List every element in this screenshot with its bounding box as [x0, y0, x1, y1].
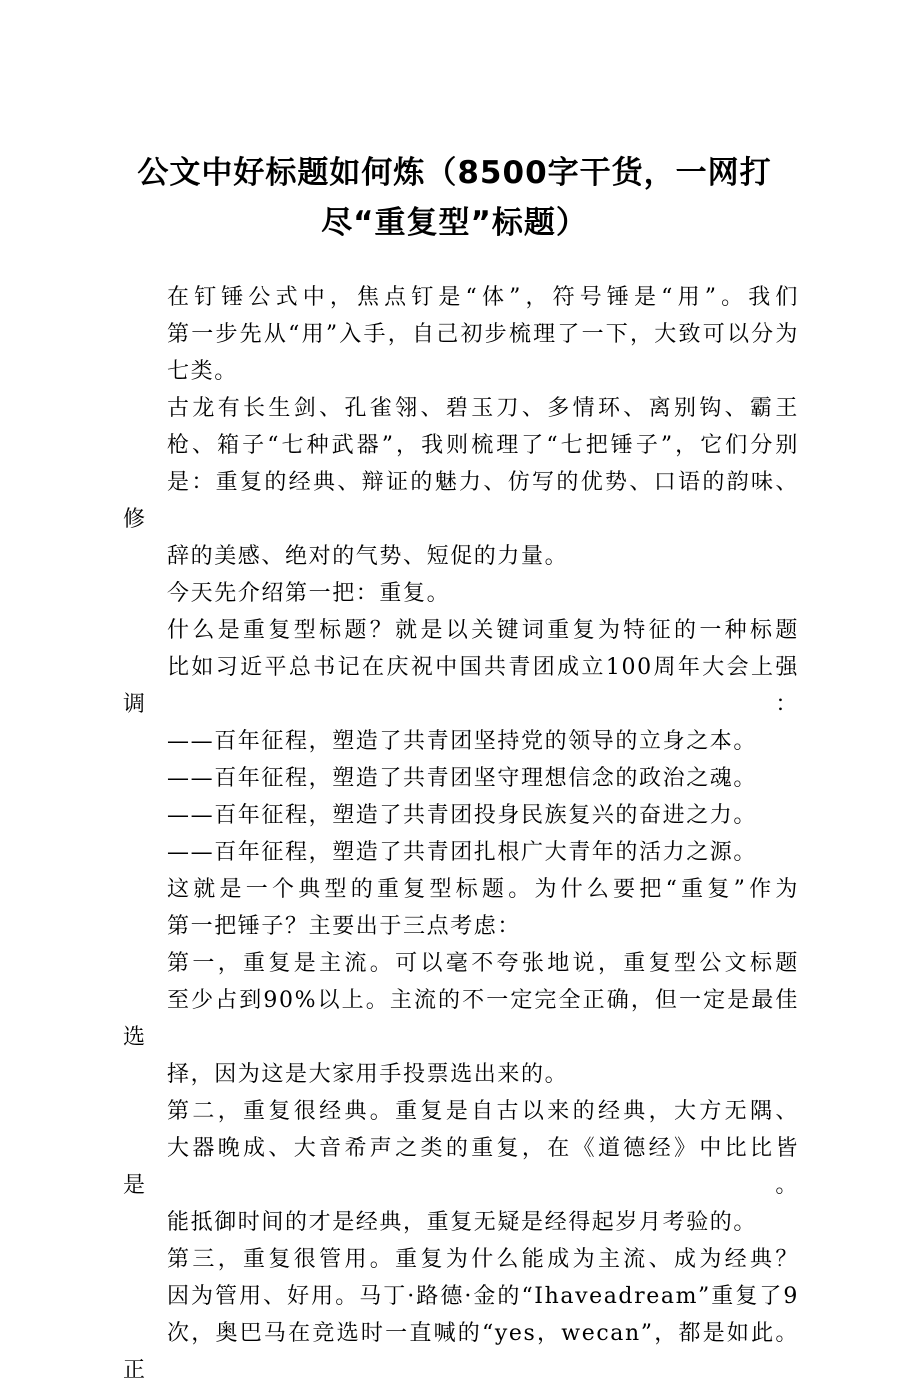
text-line: 比如习近平总书记在庆祝中国共青团成立100周年大会上强调：: [123, 655, 799, 717]
text-line: 今天先介绍第一把：重复。: [167, 581, 451, 606]
paragraph: [123, 612, 799, 723]
paragraph: [123, 575, 799, 612]
paragraph: [123, 279, 799, 390]
text-line: 能抵御时间的才是经典，重复无疑是经得起岁月考验的。: [167, 1210, 758, 1235]
paragraph: [123, 1093, 799, 1241]
text-line: 这就是一个典型的重复型标题。为什么要把“重复”作为: [167, 877, 799, 902]
text-line: 在钉锤公式中，焦点钉是“体”，符号锤是“用”。我们: [167, 285, 799, 310]
text-line: 七类。: [167, 359, 238, 384]
paragraph: [123, 945, 799, 1093]
text-line: 枪、箱子“七种武器”，我则梳理了“七把锤子”，它们分别: [167, 433, 799, 458]
paragraph: [123, 760, 799, 797]
paragraph: [123, 797, 799, 834]
document-title: [100, 148, 809, 248]
text-line: 第三，重复很管用。重复为什么能成为主流、成为经典？: [167, 1247, 799, 1272]
text-line: 是：重复的经典、辩证的魅力、仿写的优势、口语的韵味、修: [123, 470, 799, 532]
title-line: 公文中好标题如何炼（8500字干货，一网打: [137, 155, 772, 191]
paragraph: [123, 871, 799, 945]
text-line: 大器晚成、大音希声之类的重复，在《道德经》中比比皆是。: [123, 1136, 799, 1198]
text-line: 次，奥巴马在竞选时一直喊的“yes，wecan”，都是如此。正: [123, 1321, 799, 1383]
text-line: ——百年征程，塑造了共青团扎根广大青年的活力之源。: [167, 840, 758, 865]
title-line: 尽“重复型”标题）: [321, 205, 588, 241]
text-line: ——百年征程，塑造了共青团坚持党的领导的立身之本。: [167, 729, 758, 754]
text-line: 第一，重复是主流。可以毫不夸张地说，重复型公文标题: [167, 951, 799, 976]
paragraph: [123, 723, 799, 760]
paragraph: [123, 390, 799, 575]
document-body: [123, 279, 799, 1389]
text-line: 古龙有长生剑、孔雀翎、碧玉刀、多情环、离别钩、霸王: [167, 396, 799, 421]
text-line: ——百年征程，塑造了共青团投身民族复兴的奋进之力。: [167, 803, 758, 828]
text-line: 择，因为这是大家用手投票选出来的。: [167, 1062, 569, 1087]
text-line: 至少占到90%以上。主流的不一定完全正确，但一定是最佳选: [123, 988, 799, 1050]
text-line: ——百年征程，塑造了共青团坚守理想信念的政治之魂。: [167, 766, 758, 791]
text-line: 第一把锤子？主要出于三点考虑：: [167, 914, 522, 939]
text-line: 第二，重复很经典。重复是自古以来的经典，大方无隅、: [167, 1099, 799, 1124]
paragraph: [123, 1241, 799, 1389]
text-line: 因为管用、好用。马丁·路德·金的“Ihaveadream”重复了9: [167, 1284, 799, 1309]
text-line: 什么是重复型标题？就是以关键词重复为特征的一种标题: [167, 618, 799, 643]
text-line: 辞的美感、绝对的气势、短促的力量。: [167, 544, 569, 569]
text-line: 第一步先从“用”入手，自己初步梳理了一下，大致可以分为: [167, 322, 799, 347]
paragraph: [123, 834, 799, 871]
